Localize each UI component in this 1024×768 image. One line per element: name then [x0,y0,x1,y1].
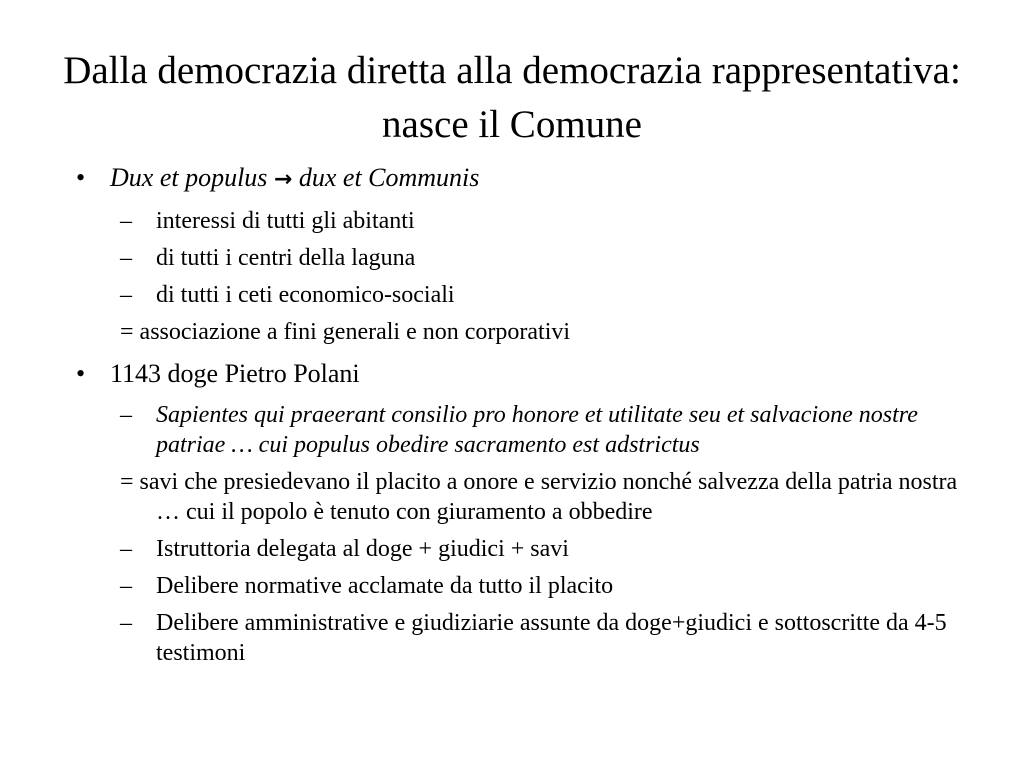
sub-item [76,280,976,310]
dux-et-populus-text: Dux et populus [110,163,268,192]
definition-note-text: = associazione a fini generali e non corporativi [120,319,571,345]
dash-symbol: – [120,208,132,234]
sub-item [76,534,976,564]
sub-item-text: di tutti i ceti economico-sociali [156,282,455,308]
bullet-symbol: • [76,359,86,388]
dash-symbol: – [120,536,132,562]
sub-item-text: Delibere normative acclamate da tutto il placito [156,573,614,599]
year-text: 1143 [110,359,162,388]
sub-item [76,571,976,601]
translation-note-text: = savi che presiedevano il placito a onore e servizio nonché salvezza della patria nostra … cui il popolo è tenuto con giuramento a obbedire [120,469,958,525]
dash-symbol: – [120,402,132,428]
sub-item-text: interessi di tutti gli abitanti [156,208,415,234]
sub-item-text: Delibere amministrative e giudiziarie assunte da doge+giudici e sottoscritte da 4-5 testimoni [156,610,947,666]
doge-name-text: doge Pietro Polani [167,359,360,388]
definition-note [76,317,976,347]
sub-item-text: Istruttoria delegata al doge + giudici + savi [156,536,569,562]
slide-body [76,159,976,668]
bullet-item-1143 [76,355,976,393]
bullet-item-dux [76,159,976,199]
dux-et-communis-text: dux et Communis [298,163,480,192]
dash-symbol: – [120,573,132,599]
translation-note [76,467,976,527]
latin-quote-text: Sapientes qui praeerant consilio pro honore et utilitate seu et salvacione nostre patriae … cui populus obedire sacramento est adstrictus [156,402,918,458]
dash-symbol: – [120,282,132,308]
latin-quote [76,400,976,460]
sub-item [76,243,976,273]
sub-item-text: di tutti i centri della laguna [156,245,416,271]
sub-item [76,608,976,668]
slide-title: Dalla democrazia diretta alla democrazia rappresentativa: nasce il Comune [63,49,961,146]
dash-symbol: – [120,245,132,271]
bullet-symbol: • [76,163,86,192]
dash-symbol: – [120,610,132,636]
arrow-right-icon: → [273,167,293,192]
sub-item [76,206,976,236]
